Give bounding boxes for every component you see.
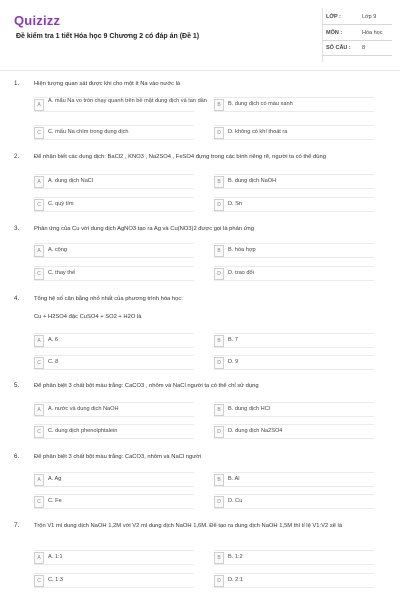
option-b[interactable] [214,243,374,258]
option-c[interactable] [34,266,194,281]
option-text: C. 1:3 [48,577,63,583]
option-b[interactable] [214,97,374,112]
worksheet-header [0,0,400,71]
option-b[interactable] [214,402,374,417]
question-number: 4. [14,295,20,302]
option-text: A. cộng [48,247,67,253]
option-text: A. Ag [48,476,62,482]
option-letter: D [214,575,224,587]
option-a[interactable] [34,243,194,258]
option-b[interactable] [214,333,374,348]
option-letter: D [214,496,224,508]
option-text: B. Al [228,476,240,482]
option-text: B. dung dịch NaOH [228,178,277,184]
option-c[interactable] [34,424,194,439]
option-c[interactable] [34,494,194,509]
option-a[interactable] [34,174,194,189]
option-text: B. 7 [228,337,238,343]
option-letter: B [214,99,224,111]
meta-line [322,24,392,25]
option-b[interactable] [214,472,374,487]
meta-value: Hóa học [362,30,383,36]
meta-value: Lớp 9 [362,14,377,20]
question-text: Tổng hệ số cân bằng nhỏ nhất của phương trình hóa học: [34,296,183,302]
option-b[interactable] [214,550,374,565]
option-text: D. dung dịch Na2SO4 [228,428,283,434]
option-letter: A [34,335,44,347]
question-number: 2. [14,153,20,160]
question-text: Để phân biệt 3 chất bột màu trắng: CaCO3 , nhôm và NaCl người ta có thể chỉ sử dụng [34,383,259,389]
option-letter: A [34,474,44,486]
meta-value: 8 [362,45,366,51]
option-text: C. 8 [48,359,59,365]
option-d[interactable] [214,573,374,588]
option-text: D. 2:1 [228,577,243,583]
option-letter: D [214,127,224,139]
option-d[interactable] [214,197,374,212]
option-letter: B [214,552,224,564]
option-text: C. thay thế [48,270,76,276]
option-text: C. dung dịch phenolphtalein [48,428,118,434]
question-text: Để nhận biết các dung dịch: BaCl2 , KNO3 , Na2SO4 , FeSO4 đựng trong các bình riêng rẽ, người ta có thể dùng [34,154,326,160]
option-text: A. nước và dung dịch NaOH [48,406,119,412]
question-number: 3. [14,225,20,232]
meta-key: LỚP : [326,14,341,20]
option-letter: B [214,474,224,486]
header-divider [322,8,323,62]
option-b[interactable] [214,174,374,189]
option-a[interactable] [34,402,194,417]
option-letter: B [214,335,224,347]
option-a[interactable] [34,472,194,487]
option-letter: B [214,245,224,257]
option-text: D. 9 [228,359,239,365]
meta-line [322,40,392,41]
option-letter: D [214,426,224,438]
option-text: C. Fe [48,498,62,504]
meta-line [322,55,392,56]
option-text: C. quỳ tím [48,201,74,207]
option-text: D. Cu [228,498,243,504]
option-text: A. mẩu Na vo tròn chạy quanh trên bề mặt dung dịch và tan dần [48,98,207,104]
option-letter: A [34,99,44,111]
option-letter: A [34,176,44,188]
option-a[interactable] [34,333,194,348]
option-letter: C [34,426,44,438]
quizizz-logo: Quizizz [14,13,61,28]
question-text: Hiện tượng quan sát được khi cho một ít Na vào nước là [34,81,181,87]
worksheet-title: Đề kiểm tra 1 tiết Hóa học 9 Chương 2 có đáp án (Đề 1) [16,33,200,40]
question-text: Phản ứng của Cu với dung dịch AgNO3 tạo ra Ag và Cu(NO3)2 được gọi là phản ứng [34,226,255,232]
option-letter: A [34,552,44,564]
option-text: A. 6 [48,337,58,343]
option-letter: C [34,199,44,211]
option-letter: C [34,268,44,280]
option-c[interactable] [34,197,194,212]
option-d[interactable] [214,125,374,140]
option-text: B. hóa hợp [228,247,256,253]
option-letter: D [214,357,224,369]
meta-key: SỐ CÂU : [326,45,351,51]
option-letter: B [214,404,224,416]
option-letter: B [214,176,224,188]
option-d[interactable] [214,355,374,370]
option-letter: D [214,199,224,211]
question-number: 5. [14,382,20,389]
option-letter: A [34,404,44,416]
option-text: B. dung dịch có màu xanh [228,101,293,107]
question-text: Trộn V1 ml dung dịch NaOH 1,2M với V2 ml dung dịch NaOH 1,6M. Để tạo ra dung dịch NaOH 1,5M thì tỉ lệ V1:V2 sẽ là [34,523,343,529]
option-text: A. dung dịch NaCl [48,178,94,184]
question-number: 6. [14,453,20,460]
option-text: A. 1:1 [48,554,63,560]
option-text: D. Sn [228,201,242,207]
option-d[interactable] [214,266,374,281]
option-text: D. trao đổi [228,270,254,276]
option-d[interactable] [214,494,374,509]
question-number: 1. [14,80,20,87]
option-d[interactable] [214,424,374,439]
option-letter: C [34,127,44,139]
option-c[interactable] [34,355,194,370]
option-text: D. không có khí thoát ra [228,129,288,135]
meta-key: MÔN : [326,30,343,36]
option-c[interactable] [34,125,194,140]
option-text: B. dung dịch HCl [228,406,270,412]
option-letter: C [34,575,44,587]
option-letter: A [34,245,44,257]
equation-text: Cu + H2SO4 đặc CuSO4 + SO2 + H2O là [34,314,142,320]
option-text: C. mẩu Na chìm trong dung dịch [48,129,129,135]
option-a[interactable] [34,550,194,565]
option-a[interactable] [34,97,207,112]
option-letter: C [34,496,44,508]
option-letter: C [34,357,44,369]
question-number: 7. [14,522,20,529]
option-c[interactable] [34,573,194,588]
question-text: Để phân biệt 3 chất bột màu trắng: CaCO3, nhôm và NaCl người [34,454,202,460]
option-letter: D [214,268,224,280]
option-text: B. 1:2 [228,554,243,560]
